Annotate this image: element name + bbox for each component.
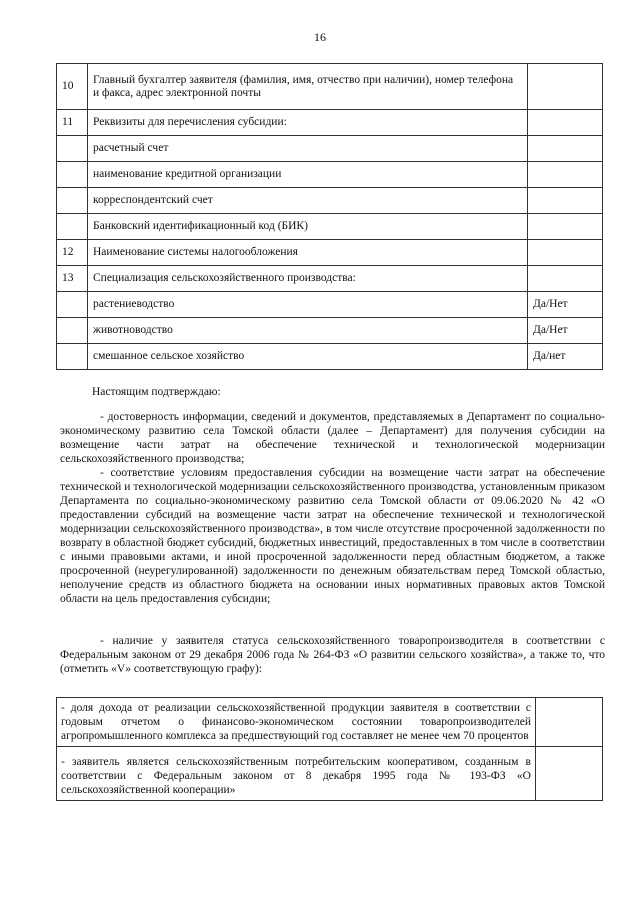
row-label: растениеводство (88, 292, 528, 318)
status-checklist-table (56, 697, 603, 801)
row-label: наименование кредитной организации (88, 162, 528, 188)
table-row (57, 698, 603, 747)
checkbox-cell[interactable] (536, 747, 603, 801)
checkbox-cell[interactable] (536, 698, 603, 747)
row-number (57, 214, 88, 240)
row-number (57, 162, 88, 188)
table-row (57, 266, 603, 292)
row-label: Главный бухгалтер заявителя (фамилия, имя, отчество при наличии), номер телефона и факса, адрес электронной почты (88, 64, 528, 110)
row-value-cell[interactable] (528, 240, 603, 266)
row-number: 12 (57, 240, 88, 266)
page-number: 16 (314, 30, 326, 44)
row-label: смешанное сельское хозяйство (88, 344, 528, 370)
row-number: 11 (57, 110, 88, 136)
row-label: расчетный счет (88, 136, 528, 162)
row-number: 10 (57, 64, 88, 110)
table-row (57, 110, 603, 136)
table-row (57, 188, 603, 214)
row-label: Реквизиты для перечисления субсидии: (88, 110, 528, 136)
row-label: корреспондентский счет (88, 188, 528, 214)
row-number (57, 188, 88, 214)
row-value-cell[interactable] (528, 214, 603, 240)
checklist-text: - доля дохода от реализации сельскохозяйственной продукции заявителя в соответствии с годовым отчетом о финансово-экономическом состоянии товаропроизводителей агропромышленного комплекса за предшествующий год составляет не менее чем 70 процентов (57, 698, 536, 747)
paragraph-producer-status: - наличие у заявителя статуса сельскохозяйственного товаропроизводителя в соответствии с Федеральным законом от 29 декабря 2006 года № 264-ФЗ «О развитии сельского хозяйства», а также то, что (отметить «V» соответствующую графу): (60, 635, 605, 675)
row-value-cell[interactable] (528, 136, 603, 162)
row-label: Наименование системы налогообложения (88, 240, 528, 266)
row-value-cell[interactable]: Да/Нет (528, 292, 603, 318)
table-row (57, 747, 603, 801)
table-row (57, 344, 603, 370)
confirm-heading: Настоящим подтверждаю: (92, 386, 221, 398)
row-number (57, 344, 88, 370)
paragraph-compliance: - соответствие условиям предоставления субсидии на возмещение части затрат на обеспечение технической и технологической модернизации сельскохозяйственного производства, установленным приказом Департамента по социально-экономическому развитию села Томской области от 09.06.2020 № 42 «О предоставлении субсидий на возмещение части затрат на обеспечение технической и технологической модернизации сельскохозяйственного производства», в том числе отсутствие просроченной задолженности по возврату в областной бюджет субсидий, бюджетных инвестиций, предоставленных в том числе в соответствии с иными правовыми актами, и иной просроченной задолженности перед областным бюджетом, а также просроченной (неурегулированной) задолженности по денежным обязательствам перед Томской областью, неполучение средств из областного бюджета на основании иных нормативных правовых актов Томской области на цель предоставления субсидии; (60, 467, 605, 605)
row-number (57, 292, 88, 318)
checklist-text: - заявитель является сельскохозяйственным потребительским кооперативом, созданным в соответствии с Федеральным законом от 8 декабря 1995 года № 193-ФЗ «О сельскохозяйственной кооперации» (57, 747, 536, 801)
table-row (57, 162, 603, 188)
row-value-cell[interactable]: Да/Нет (528, 318, 603, 344)
row-value-cell[interactable] (528, 188, 603, 214)
table-row (57, 214, 603, 240)
row-number (57, 136, 88, 162)
applicant-details-table (56, 63, 603, 370)
table-row (57, 292, 603, 318)
table-row (57, 136, 603, 162)
row-label: Банковский идентификационный код (БИК) (88, 214, 528, 240)
table-row (57, 64, 603, 110)
row-number (57, 318, 88, 344)
row-label: животноводство (88, 318, 528, 344)
row-value-cell[interactable] (528, 64, 603, 110)
row-number: 13 (57, 266, 88, 292)
row-value-cell[interactable] (528, 110, 603, 136)
table-row (57, 240, 603, 266)
row-value-cell[interactable] (528, 162, 603, 188)
row-label: Специализация сельскохозяйственного производства: (88, 266, 528, 292)
row-value-cell[interactable]: Да/нет (528, 344, 603, 370)
table-row (57, 318, 603, 344)
paragraph-accuracy: - достоверность информации, сведений и документов, представляемых в Департамент по социально-экономическому развитию села Томской области (далее – Департамент) для получения субсидии на возмещение части затрат на обеспечение технической и технологической модернизации сельскохозяйственного производства; (60, 411, 605, 465)
row-value-cell[interactable] (528, 266, 603, 292)
